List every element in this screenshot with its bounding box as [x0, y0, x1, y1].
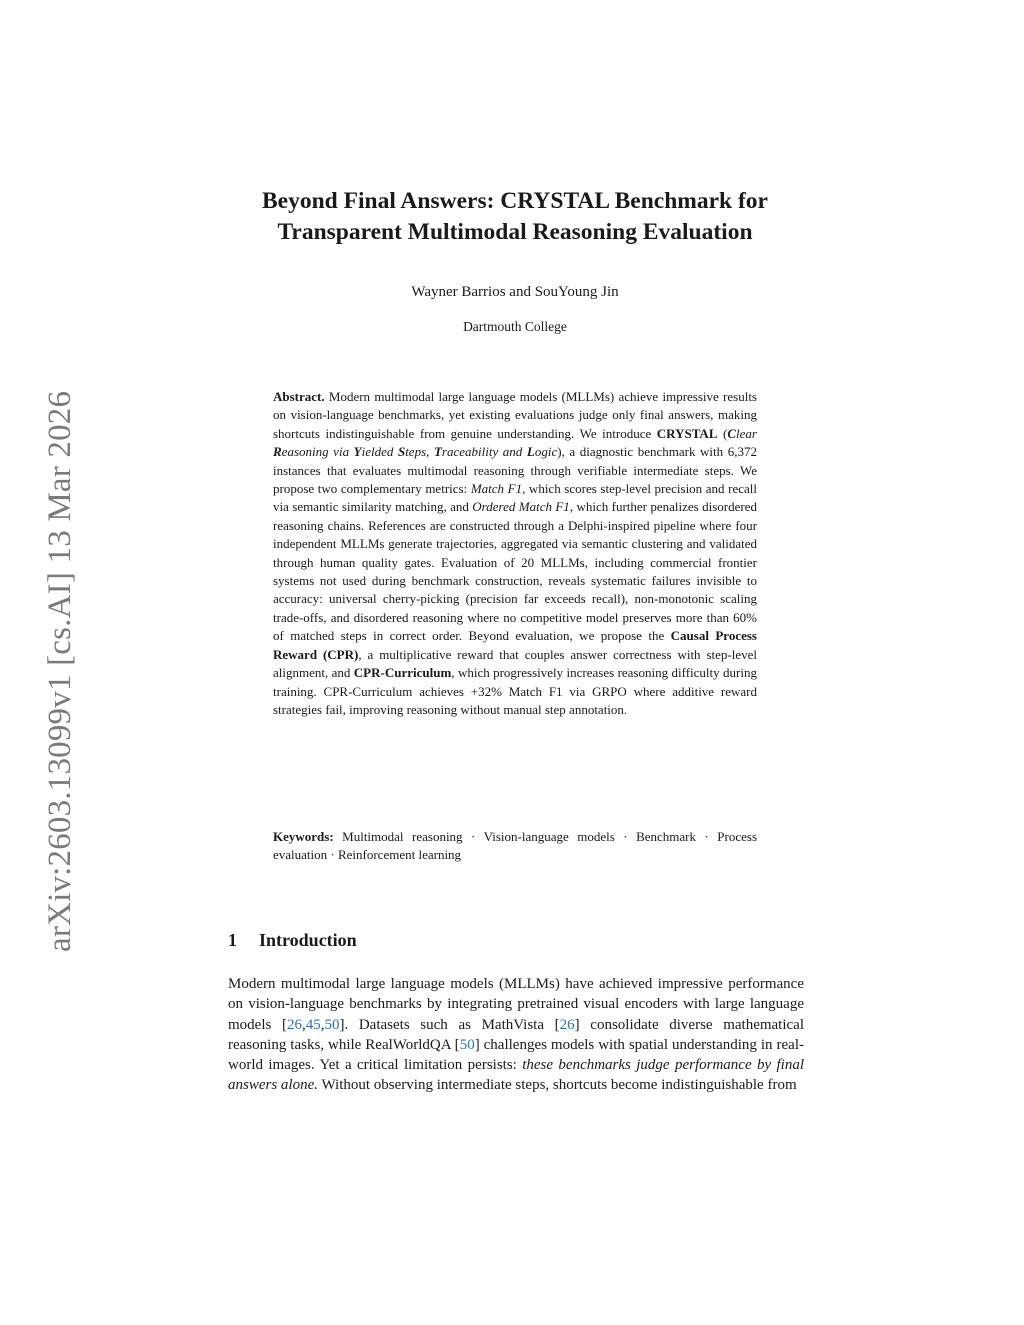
- citation-link[interactable]: 45: [305, 1016, 321, 1033]
- section-title: Introduction: [259, 930, 357, 950]
- intro-text: ]. Datasets such as MathVista [: [339, 1016, 560, 1033]
- acronym-word: lear: [736, 425, 757, 441]
- crystal-name: CRYSTAL: [656, 425, 718, 441]
- title-line-1: Beyond Final Answers: CRYSTAL Benchmark for: [262, 188, 768, 214]
- metric-match-f1: Match F1: [470, 481, 523, 497]
- acronym-word: ogic: [534, 444, 558, 460]
- abstract-text: , a multiplicative reward that couples answer correctness with step-level alignment, and: [273, 646, 758, 681]
- abstract-text: ), a diagnostic benchmark with 6,372 instances that evaluates multimodal reasoning through verifiable intermediate steps. We propose two complementary metrics:: [273, 444, 757, 497]
- cpr-name: Causal Process Reward (CPR): [273, 628, 757, 662]
- intro-text: ,: [320, 1016, 325, 1033]
- affiliation: Dartmouth College: [463, 319, 567, 334]
- abstract-text: (: [717, 425, 728, 441]
- keywords-label: Keywords:: [273, 829, 334, 844]
- abstract-text: Modern multimodal large language models (MLLMs) achieve impressive results on vision-language benchmarks, yet existing evaluations judge only final answers, making shortcuts indistinguishable from genuine understanding. We introduce: [273, 389, 757, 441]
- paper-title: [200, 186, 830, 248]
- acronym-word: raceability and: [441, 444, 527, 460]
- cpr-curriculum-name: CPR-Curriculum: [353, 665, 452, 681]
- acronym-letter: L: [526, 444, 535, 460]
- intro-text: ] challenges models with spatial understanding in real-world images. Yet a critical limitation persists:: [228, 1036, 804, 1074]
- keywords-text: Multimodal reasoning · Vision-language models · Benchmark · Process evaluation · Reinforcement learning: [273, 829, 757, 863]
- abstract-text: , which further penalizes disordered reasoning chains. References are constructed through a Delphi-inspired pipeline where four independent MLLMs generate trajectories, aggregated via semantic clustering and validated through human quality gates. Evaluation of 20 MLLMs, including commercial frontier systems not used during benchmark construction, reveals systematic failures invisible to accuracy: universal cherry-picking (precision far exceeds recall), non-monotonic scaling trade-offs, and disordered reasoning where no competitive model preserves more than 60% of matched steps in correct order. Beyond evaluation, we propose the: [273, 499, 758, 644]
- intro-text: ] consolidate diverse mathematical reasoning tasks, while RealWorldQA [: [228, 1016, 804, 1053]
- citation-link[interactable]: 26: [286, 1016, 302, 1033]
- citation-link[interactable]: 50: [459, 1036, 475, 1053]
- acronym-letter: Y: [353, 444, 362, 460]
- acronym-letter: R: [273, 444, 282, 460]
- acronym-word: easoning via: [281, 444, 354, 460]
- metric-ordered-match-f1: Ordered Match F1: [472, 499, 570, 515]
- title-line-2: Transparent Multimodal Reasoning Evaluation: [277, 219, 753, 245]
- intro-text: Without observing intermediate steps, shortcuts become indistinguishable from: [318, 1077, 797, 1094]
- authors: Wayner Barrios and SouYoung Jin: [411, 284, 619, 300]
- abstract-label: Abstract.: [273, 389, 325, 404]
- acronym-letter: C: [727, 425, 737, 441]
- acronym-letter: S: [397, 444, 406, 460]
- abstract-text: , which progressively increases reasoning difficulty during training. CPR-Curriculum achieves +32% Match F1 via GRPO where additive reward strategies fail, improving reasoning without manual step annotation.: [273, 665, 757, 717]
- keywords: [273, 828, 757, 865]
- arxiv-identifier: arXiv:2603.13099v1 [cs.AI] 13 Mar 2026: [42, 390, 78, 952]
- citation-link[interactable]: 26: [559, 1016, 575, 1033]
- abstract-text: , which scores step-level precision and recall via semantic similarity matching, and: [273, 481, 758, 515]
- section-heading-introduction: [228, 930, 357, 951]
- acronym-word: ielded: [361, 444, 398, 460]
- acronym-word: teps,: [405, 444, 434, 460]
- introduction-paragraph: [228, 974, 804, 1096]
- abstract: [273, 388, 757, 719]
- citation-link[interactable]: 50: [324, 1016, 340, 1033]
- intro-text: Modern multimodal large language models (MLLMs) have achieved impressive performance on vision-language benchmarks by integrating pretrained visual encoders with large language models [: [228, 976, 804, 1033]
- intro-text: ,: [301, 1016, 306, 1033]
- acronym-letter: T: [433, 444, 442, 460]
- section-number: 1: [228, 930, 237, 950]
- intro-emphasis: these benchmarks judge performance by final answers alone.: [228, 1057, 804, 1094]
